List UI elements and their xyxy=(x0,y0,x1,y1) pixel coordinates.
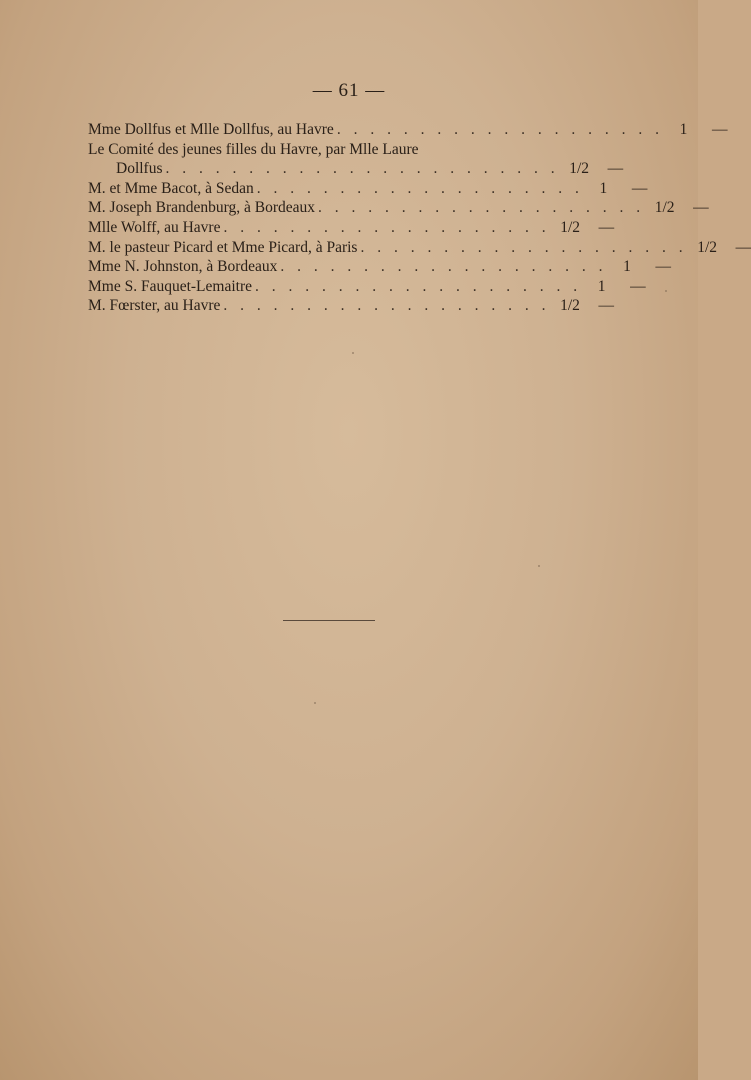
entry-name: Mme S. Fauquet-Lemaitre xyxy=(88,277,252,295)
entry-amount: 1/2 xyxy=(697,238,717,256)
entry-amount: 1 xyxy=(623,258,631,276)
subscription-list xyxy=(88,120,751,316)
page-number: — 61 — xyxy=(312,80,386,101)
entry-dash: — xyxy=(693,199,709,217)
entry-amount: 1/2 xyxy=(560,218,581,236)
entry-amount: 1/2 xyxy=(569,160,590,178)
list-item xyxy=(88,257,672,277)
entry-dash: — xyxy=(607,160,624,178)
entry-name: Mlle Wolff, au Havre xyxy=(88,218,221,236)
entry-name: Le Comité des jeunes filles du Havre, par Mlle Laure xyxy=(88,140,419,158)
entry-name: Mme N. Johnston, à Bordeaux xyxy=(88,258,278,276)
entry-amount: 1/2 xyxy=(560,297,580,315)
entry-dash: — xyxy=(631,179,648,197)
dot-leader: . . . . . . . . . . . . . . . . . . . . xyxy=(336,121,664,138)
dot-leader: . . . . . . . . . . . . . . . . . . . . xyxy=(318,199,645,217)
entry-name: Dollfus xyxy=(116,160,163,178)
list-item xyxy=(88,218,615,238)
entry-name: M. le pasteur Picard et Mme Picard, à Paris xyxy=(88,238,358,256)
list-item xyxy=(88,296,615,316)
entry-dash: — xyxy=(735,238,751,256)
entry-dash: — xyxy=(711,121,728,138)
entry-dash: — xyxy=(598,218,615,236)
dot-leader: . . . . . . . . . . . . . . . . . . . . xyxy=(280,258,608,276)
paper-speck xyxy=(538,565,540,567)
paper-speck xyxy=(352,352,354,354)
dot-leader: . . . . . . . . . . . . . . . . . . . . xyxy=(256,179,584,197)
dot-leader: . . . . . . . . . . . . . . . . . . . . xyxy=(255,277,582,295)
list-item xyxy=(88,277,646,297)
dot-leader: . . . . . . . . . . . . . . . . . . . . . . . . xyxy=(165,160,560,178)
closing-rule xyxy=(283,620,375,621)
entry-amount: 1 xyxy=(599,179,608,197)
entry-dash: — xyxy=(655,258,672,276)
list-item xyxy=(88,179,648,199)
dot-leader: . . . . . . . . . . . . . . . . . . . . xyxy=(223,218,551,236)
entry-amount: 1 xyxy=(597,277,606,295)
entry-name: M. Joseph Brandenburg, à Bordeaux xyxy=(88,199,316,217)
list-item xyxy=(88,140,548,160)
entry-name: Mme Dollfus et Mlle Dollfus, au Havre xyxy=(88,121,334,138)
paper-speck xyxy=(665,290,667,292)
list-item xyxy=(88,120,728,140)
list-item xyxy=(88,198,709,218)
list-item xyxy=(88,238,751,258)
list-item xyxy=(88,159,624,179)
entry-dash: — xyxy=(630,277,646,295)
dot-leader: . . . . . . . . . . . . . . . . . . . . xyxy=(223,297,551,315)
entry-amount: 1 xyxy=(679,121,688,138)
entry-amount: 1/2 xyxy=(654,199,675,217)
entry-dash: — xyxy=(598,297,615,315)
entry-name: M. et Mme Bacot, à Sedan xyxy=(88,179,254,197)
dot-leader: . . . . . . . . . . . . . . . . . . . . xyxy=(360,238,688,256)
paper-speck xyxy=(314,702,316,704)
entry-name: M. Fœrster, au Havre xyxy=(88,297,221,315)
